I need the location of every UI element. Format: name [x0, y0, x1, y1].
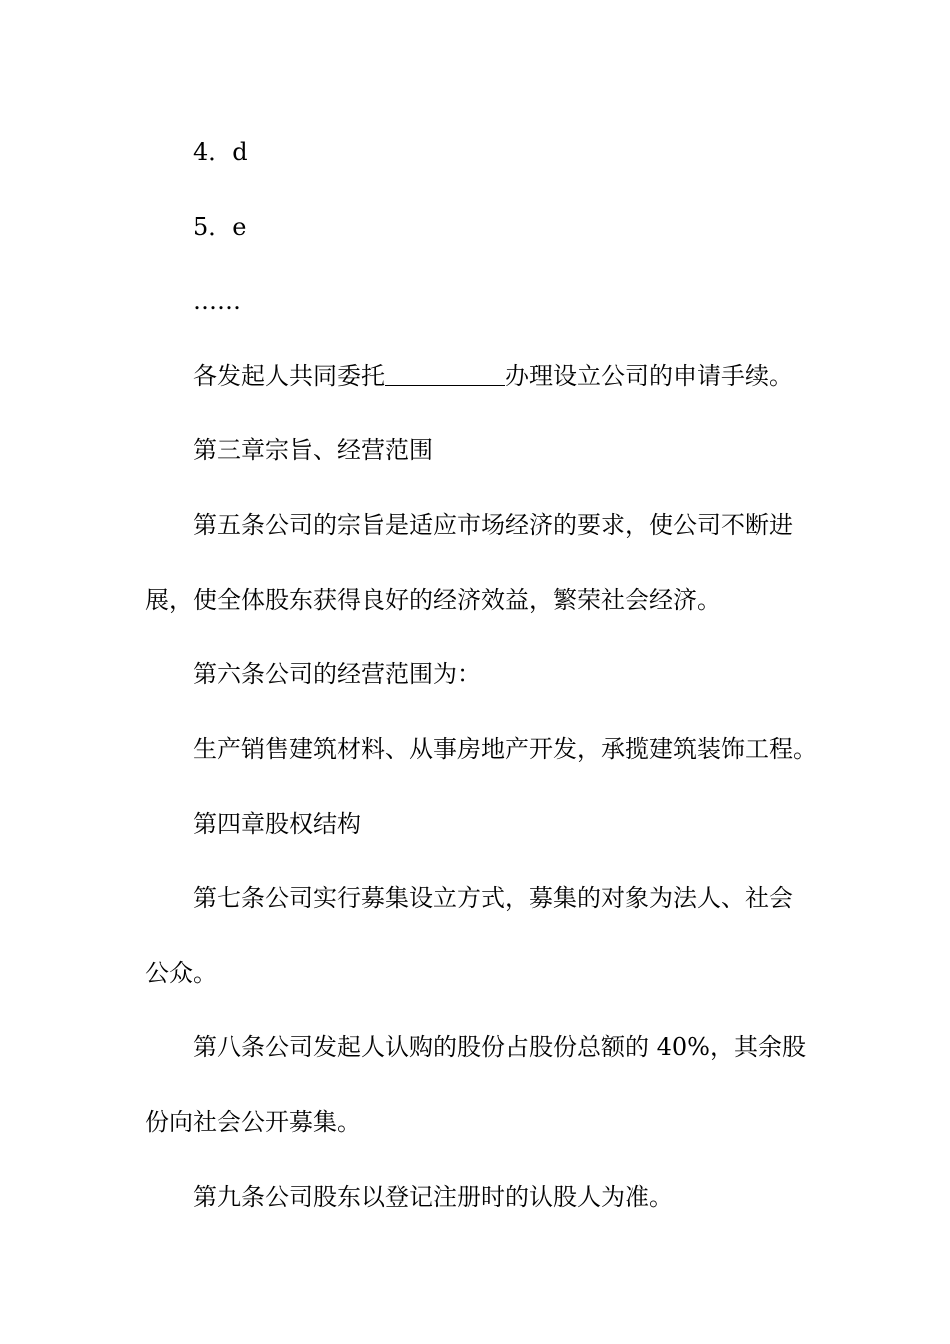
fill-in-blank [385, 361, 505, 386]
entrust-text-before: 各发起人共同委托 [193, 362, 385, 390]
article-5-line-1: 第五条公司的宗旨是适应市场经济的要求，使公司不断进 [193, 511, 793, 539]
article-7-line-2: 公众。 [145, 959, 217, 987]
business-scope: 生产销售建筑材料、从事房地产开发，承揽建筑装饰工程。 [193, 735, 817, 763]
article-9: 第九条公司股东以登记注册时的认股人为准。 [193, 1183, 673, 1211]
article-8-line-2: 份向社会公开募集。 [145, 1108, 361, 1136]
article-7-line-1: 第七条公司实行募集设立方式，募集的对象为法人、社会 [193, 884, 793, 912]
article-5-line-2: 展，使全体股东获得良好的经济效益，繁荣社会经济。 [145, 586, 721, 614]
entrust-text-after: 办理设立公司的申请手续。 [505, 362, 793, 390]
entrust-paragraph [193, 360, 873, 392]
list-item-4: 4．d [193, 138, 248, 166]
ellipsis: …… [193, 287, 241, 315]
list-item-5: 5．e [193, 213, 247, 241]
article-8-line-1: 第八条公司发起人认购的股份占股份总额的 40%，其余股 [193, 1033, 806, 1061]
article-6: 第六条公司的经营范围为： [193, 660, 481, 688]
chapter-3-heading: 第三章宗旨、经营范围 [193, 436, 433, 464]
chapter-4-heading: 第四章股权结构 [193, 810, 361, 838]
